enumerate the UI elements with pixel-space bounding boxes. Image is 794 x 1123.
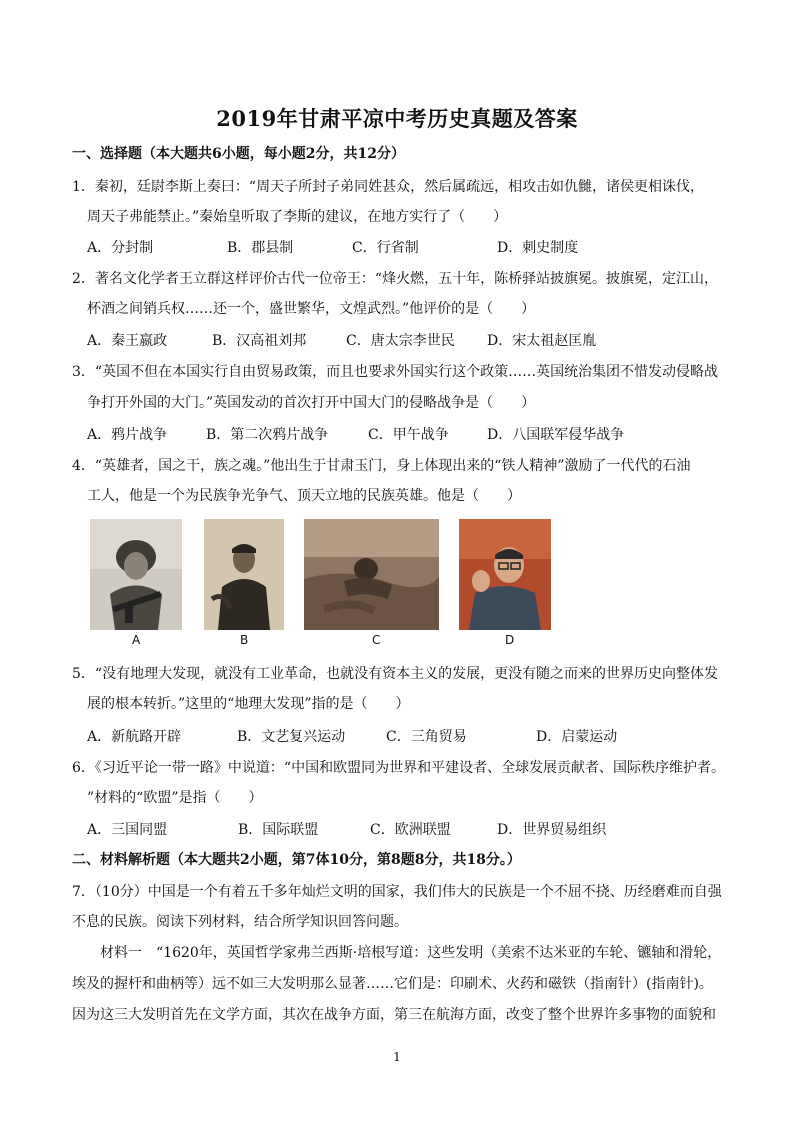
q1-stem-line2: 周天子弗能禁止。”秦始皇听取了李斯的建议，在地方实行了（ ）	[87, 209, 508, 225]
q6-option-c: C．欧洲联盟	[370, 822, 451, 838]
q5-option-b: B．文艺复兴运动	[237, 729, 346, 745]
photo-option-d	[459, 519, 551, 630]
page-number: 1	[393, 1050, 401, 1064]
document-title: 2019年甘肃平凉中考历史真题及答案	[216, 106, 578, 131]
q6-option-a: A．三国同盟	[87, 822, 168, 838]
q6-stem-line1: 6．《习近平论一带一路》中说道：“中国和欧盟同为世界和平建设者、全球发展贡献者、国际秩序维护者。	[72, 760, 726, 776]
q3-option-d: D．八国联军侵华战争	[487, 427, 625, 443]
q3-stem-line1: 3．“英国不但在本国实行自由贸易政策，而且也要求外国实行这个政策……英国统治集团不惜发动侵略战	[72, 364, 719, 380]
q7-stem-line1: 7．（10分）中国是一个有着五千多年灿烂文明的国家，我们伟大的民族是一个不屈不挠、历经磨难而自强	[72, 884, 722, 900]
q2-stem-line1: 2．著名文化学者王立群这样评价古代一位帝王：“烽火燃，五十年，陈桥驿站披旗冕。披旗冕，定江山，	[72, 271, 719, 287]
q5-option-d: D．启蒙运动	[536, 729, 618, 745]
q7-material-1-line2: 埃及的握杆和曲柄等）远不如三大发明那么显著……它们是：印刷术、火药和磁铁（指南针）(指南针)。	[72, 976, 713, 992]
q1-option-c: C．行省制	[352, 240, 419, 256]
q4-stem-line2: 工人，他是一个为民族争光争气、顶天立地的民族英雄。他是（ ）	[87, 488, 521, 504]
q1-option-d: D．刺史制度	[497, 240, 579, 256]
q4-stem-line1: 4．“英雄者，国之干，族之魂。”他出生于甘肃玉门，身上体现出来的“铁人精神”激励了一代代的石油	[72, 458, 691, 474]
caption-b: B	[240, 633, 249, 647]
q7-material-1-line3: 因为这三大发明首先在文学方面，其次在战争方面，第三在航海方面，改变了整个世界许多事物的面貌和	[72, 1007, 716, 1023]
photo-option-c	[304, 519, 439, 630]
q5-option-a: A．新航路开辟	[87, 729, 182, 745]
section-1-heading: 一、选择题（本大题共6小题，每小题2分，共12分）	[72, 146, 405, 162]
q3-option-b: B．第二次鸦片战争	[206, 427, 329, 443]
q2-stem-line2: 杯酒之间销兵权……还一个，盛世繁华，文煌武烈。”他评价的是（ ）	[87, 301, 536, 317]
q7-material-1-line1: 材料一 “1620年，英国哲学家弗兰西斯·培根写道：这些发明（美索不达米亚的车轮、镳轴和滑轮，	[100, 945, 722, 961]
q2-option-a: A．秦王嬴政	[87, 333, 168, 349]
q7-stem-line2: 不息的民族。阅读下列材料，结合所学知识回答问题。	[72, 914, 408, 930]
q1-option-b: B．郡县制	[227, 240, 294, 256]
caption-d: D	[505, 633, 515, 647]
section-2-heading: 二、材料解析题（本大题共2小题，第7体10分，第8题8分，共18分。）	[72, 852, 521, 868]
q1-option-a: A．分封制	[87, 240, 154, 256]
q5-stem-line1: 5．“没有地理大发现，就没有工业革命，也就没有资本主义的发展，更没有随之而来的世界历史向整体发	[72, 666, 719, 682]
q6-stem-line2: ”材料的“欧盟”是指（ ）	[87, 790, 263, 806]
q1-stem-line1: 1．秦初，廷尉李斯上奏曰：“周天子所封子弟同姓甚众，然后属疏远，相攻击如仇雠，诸侯更相诛伐，	[72, 179, 705, 195]
caption-c: C	[372, 633, 381, 647]
q3-stem-line2: 争打开外国的大门。”英国发动的首次打开中国大门的侵略战争是（ ）	[87, 395, 536, 411]
q5-stem-line2: 展的根本转折。”这里的“地理大发现”指的是（ ）	[87, 696, 410, 712]
photo-option-b	[204, 519, 284, 630]
q2-option-c: C．唐太宗李世民	[346, 333, 455, 349]
q2-option-d: D．宋太祖赵匡胤	[487, 333, 597, 349]
photo-option-a	[90, 519, 182, 630]
q3-option-c: C．甲午战争	[368, 427, 449, 443]
q6-option-b: B．国际联盟	[238, 822, 319, 838]
q3-option-a: A．鸦片战争	[87, 427, 168, 443]
q6-option-d: D．世界贸易组织	[497, 822, 607, 838]
q5-option-c: C．三角贸易	[386, 729, 467, 745]
q2-option-b: B．汉高祖刘邦	[212, 333, 307, 349]
caption-a: A	[132, 633, 141, 647]
